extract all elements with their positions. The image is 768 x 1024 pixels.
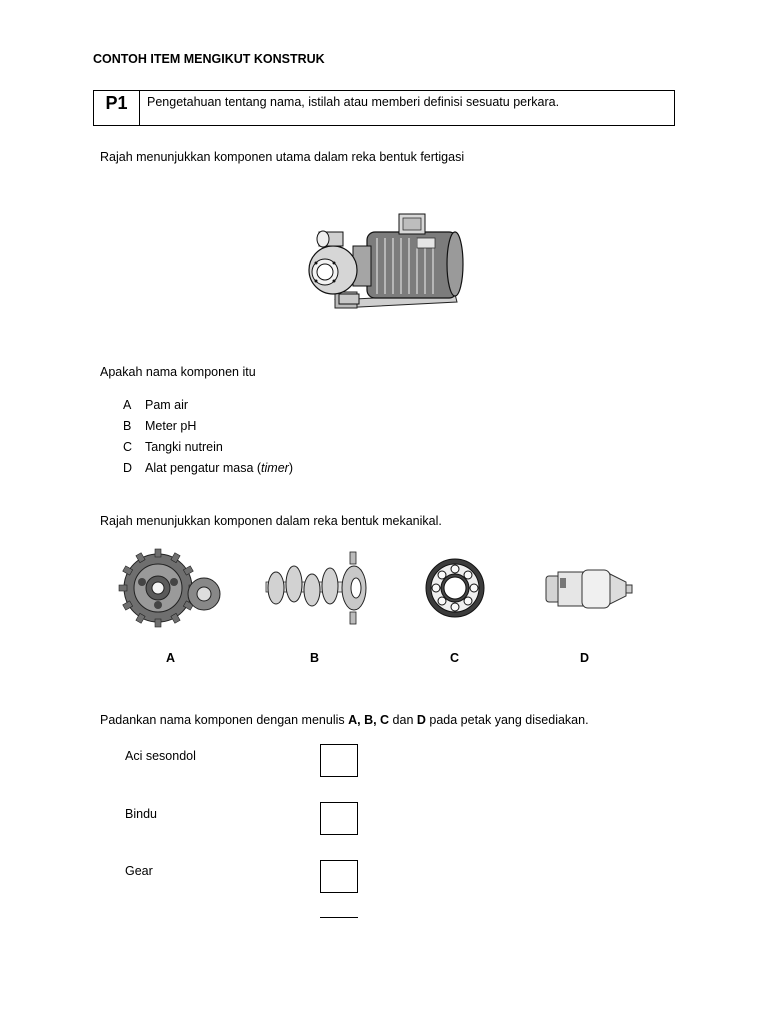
page-heading: CONTOH ITEM MENGIKUT KONSTRUK: [93, 52, 325, 66]
instruction-bold: D: [416, 713, 426, 727]
option-text: Pam air: [145, 397, 189, 412]
option-text-after: ): [288, 460, 293, 475]
option-text: [145, 461, 293, 475]
answer-options: [123, 394, 293, 478]
option-a[interactable]: [123, 394, 293, 415]
question1-stem: Rajah menunjukkan komponen utama dalam reka bentuk fertigasi: [100, 150, 465, 164]
answer-box-partial: [320, 917, 358, 918]
camshaft-drawing: [260, 548, 376, 628]
chuck-drawing: [540, 548, 636, 628]
match-item-label: Gear: [125, 864, 153, 878]
water-pump-drawing: [305, 208, 465, 320]
construct-code: P1: [94, 91, 140, 125]
option-letter: D: [123, 460, 133, 475]
match-item-label: Bindu: [125, 807, 157, 821]
option-d[interactable]: [123, 457, 293, 478]
option-c[interactable]: [123, 436, 293, 457]
construct-description: Pengetahuan tentang nama, istilah atau memberi definisi sesuatu perkara.: [147, 95, 560, 109]
option-text: Tangki nutrein: [145, 439, 223, 454]
bearing-drawing: [420, 548, 490, 628]
option-text-italic: timer: [261, 460, 289, 475]
option-text-before: Alat pengatur masa (: [145, 460, 262, 475]
construct-box: [93, 90, 675, 126]
instruction-text: Padankan nama komponen dengan menulis: [100, 713, 349, 727]
figure-label-a: A: [166, 651, 176, 665]
instruction-text: pada petak yang disediakan.: [425, 713, 589, 727]
instruction-text: dan: [389, 713, 417, 727]
answer-box[interactable]: [320, 860, 358, 893]
option-letter: A: [123, 397, 132, 412]
option-letter: B: [123, 418, 132, 433]
question2-instruction: [100, 713, 589, 727]
question2-stem: Rajah menunjukkan komponen dalam reka bentuk mekanikal.: [100, 514, 442, 528]
gear-drawing: [118, 548, 224, 628]
option-text: Meter pH: [145, 418, 197, 433]
answer-box[interactable]: [320, 744, 358, 777]
figure-label-d: D: [580, 651, 590, 665]
mechanical-figures: [110, 548, 650, 628]
answer-box[interactable]: [320, 802, 358, 835]
instruction-bold: A, B, C: [348, 713, 390, 727]
figure-label-b: B: [310, 651, 320, 665]
figure-label-c: C: [450, 651, 460, 665]
option-letter: C: [123, 439, 133, 454]
option-b[interactable]: [123, 415, 293, 436]
match-item-label: Aci sesondol: [125, 749, 196, 763]
question1-prompt: Apakah nama komponen itu: [100, 365, 256, 379]
